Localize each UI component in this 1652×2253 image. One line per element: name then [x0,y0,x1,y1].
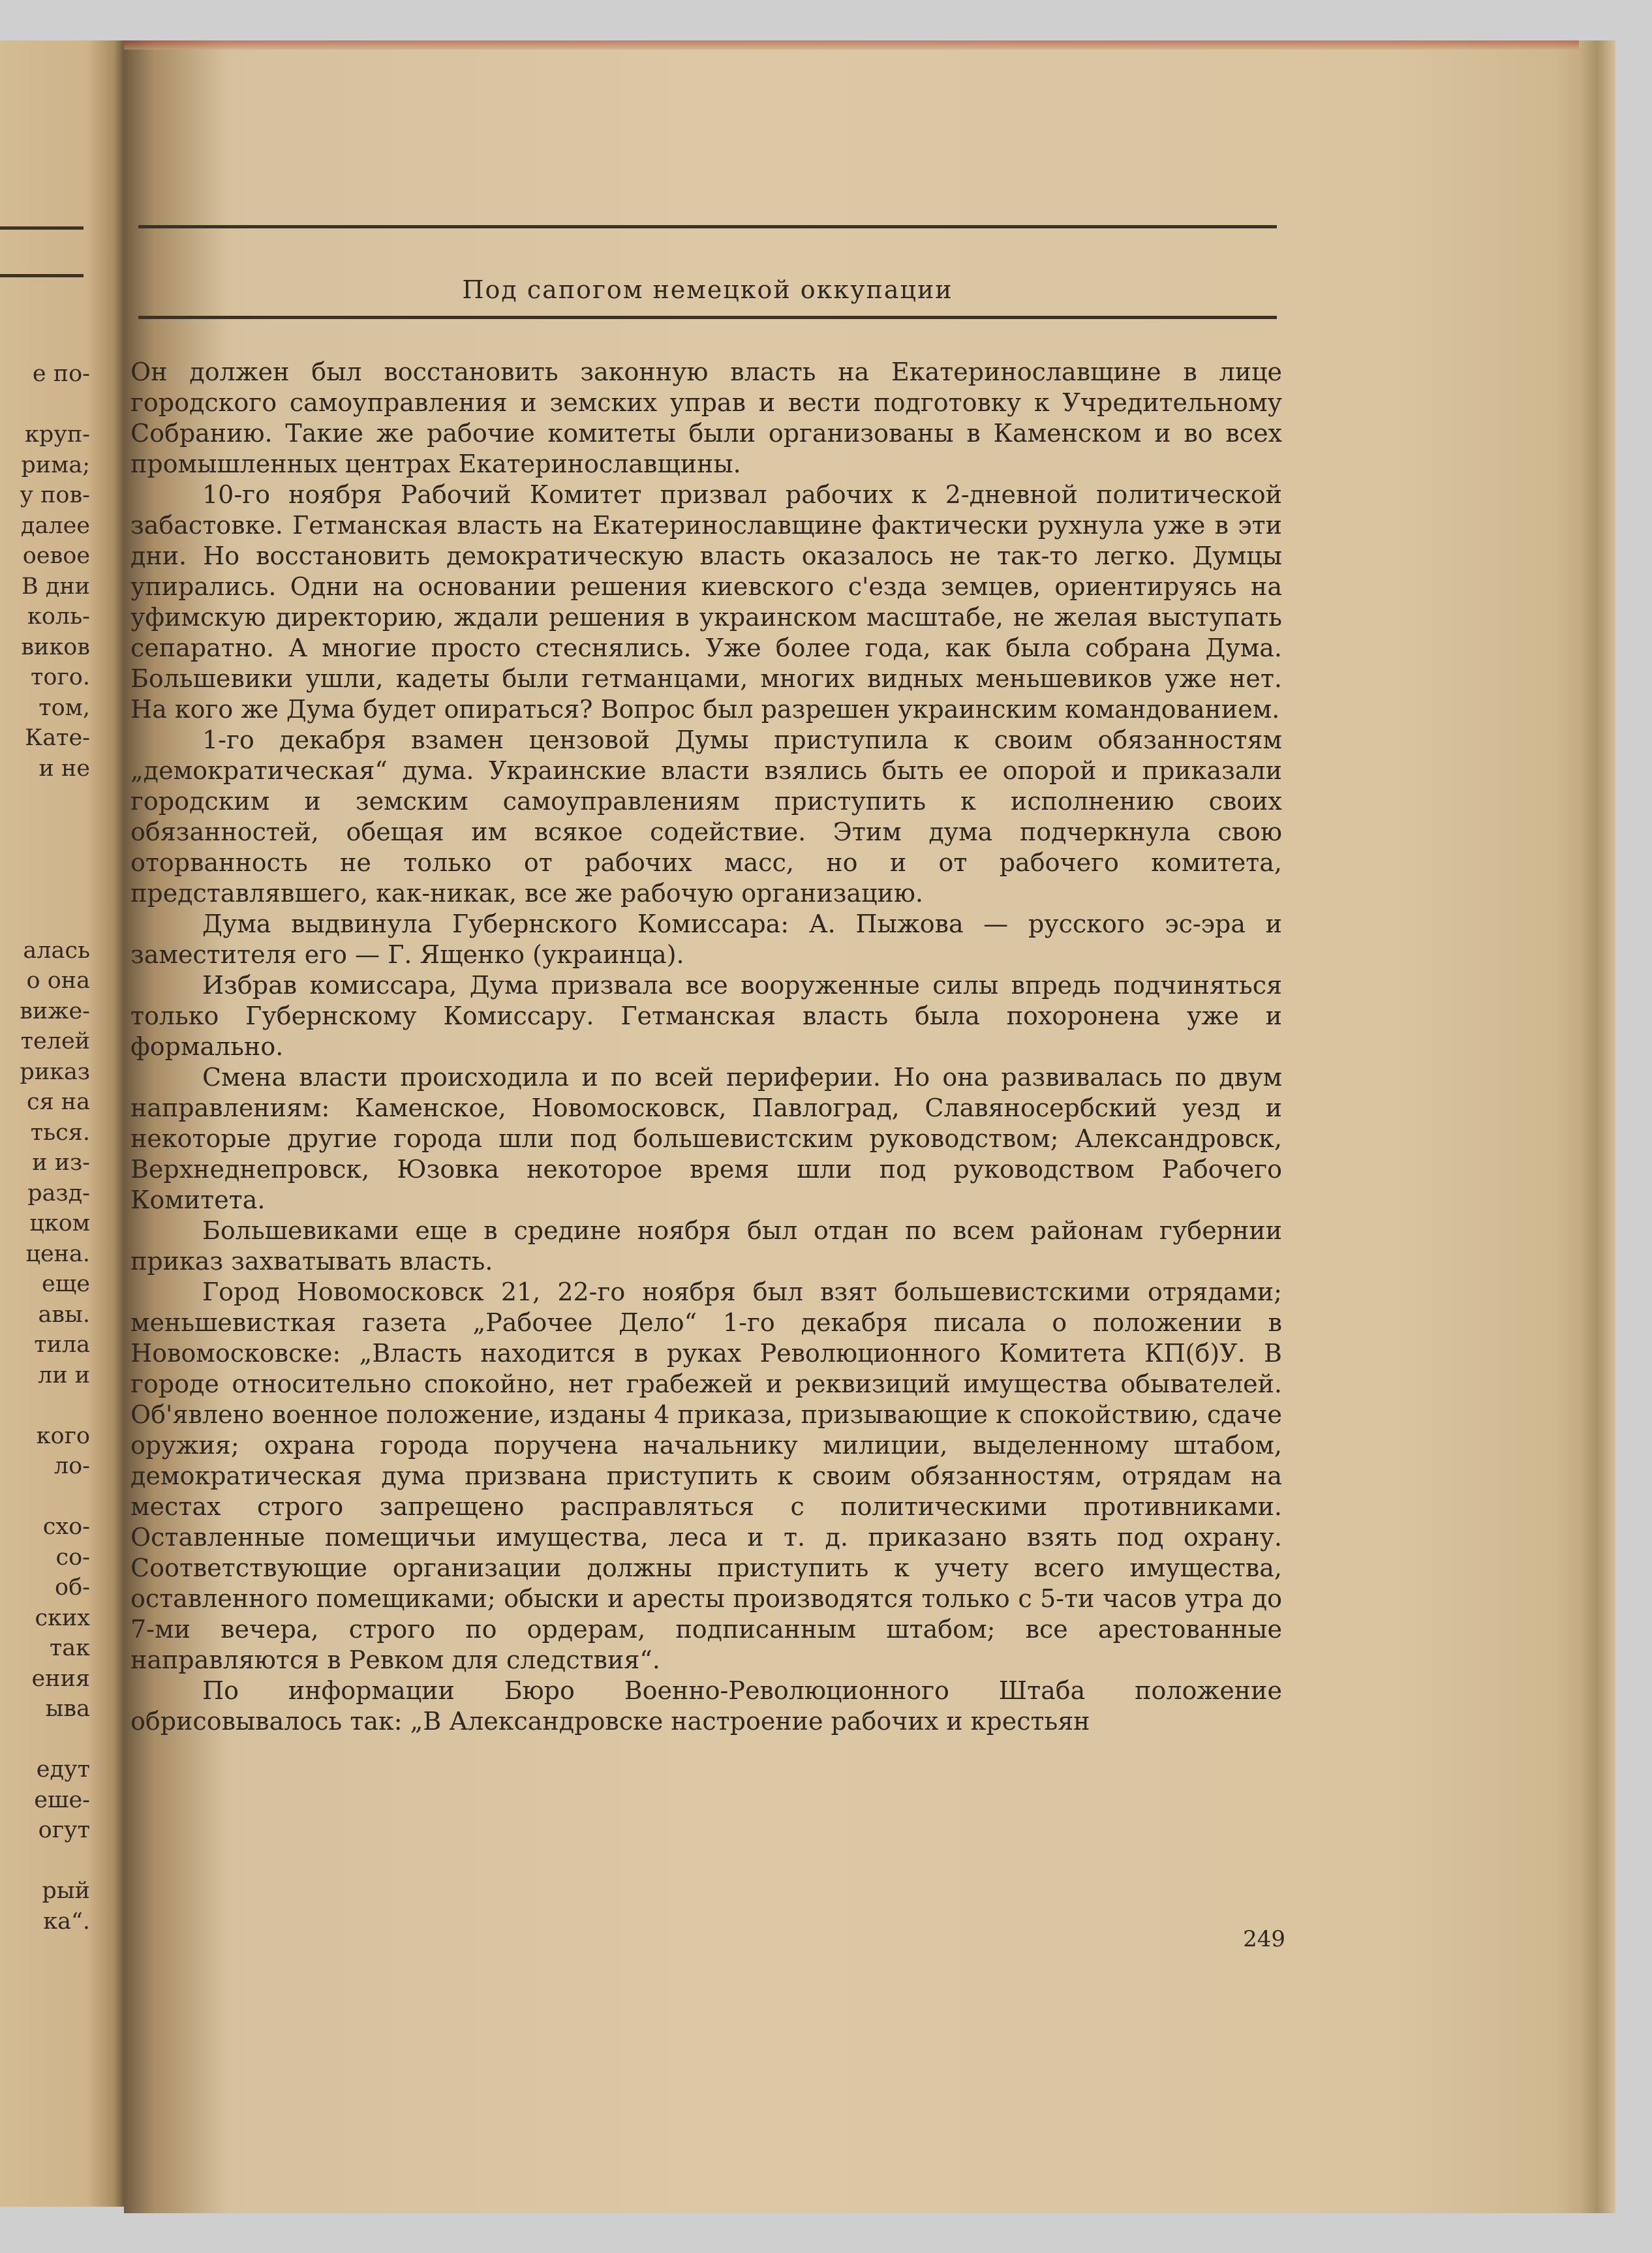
previous-page-fragment: ыва [45,1696,90,1722]
page-number: 249 [1243,1926,1285,1952]
previous-page-fragment: ка“. [43,1908,90,1935]
header-rule-bottom [138,316,1277,319]
previous-page-fragment: об- [55,1574,90,1601]
previous-page-fragment: еще [42,1271,90,1297]
previous-page-edge [0,40,124,2207]
previous-page-fragment: ться. [30,1119,90,1146]
previous-page-fragment: круп- [24,421,90,448]
body-text [130,357,1282,1737]
previous-page-fragment: Кате- [25,725,90,751]
previous-page-fragment [0,784,90,814]
previous-page-fragment: виже- [20,998,90,1024]
previous-page-fragment: риказ [20,1058,90,1085]
previous-page-fragment [0,844,90,875]
paragraph: Он должен был восстановить законную власть на Екатеринославщине в лице городского самоуправления и земских управ и вести подготовку к Учредительному Собранию. Такие же рабочие комитеты были организованы в Каменском и во всех промышленных центрах Екатеринославщины. [130,358,1282,478]
header-rule-top [138,225,1277,228]
previous-page-fragment: разд- [27,1180,90,1206]
previous-page-fragment [0,1724,90,1755]
book-page [124,40,1615,2213]
previous-page-fragment: кого [36,1422,90,1449]
previous-page-fragment: телей [20,1028,90,1054]
running-head: Под сапогом немецкой оккупации [462,275,953,304]
previous-page-fragment [0,814,90,845]
previous-page-fragment: рый [42,1878,90,1904]
previous-page-fragment: и не [38,755,90,782]
paragraph: Большевиками еще в средине ноября был отдан по всем районам губернии приказ захватывать власть. [130,1216,1282,1276]
previous-page-text-fragments [0,359,90,1937]
previous-page-header-rule [0,226,84,230]
previous-page-fragment: виков [21,634,90,660]
previous-page-fragment: еше- [34,1786,90,1813]
previous-page-fragment: ся на [26,1089,90,1115]
previous-page-fragment: и из- [32,1150,90,1176]
previous-page-fragment: едут [36,1756,90,1783]
previous-page-fragment: у пов- [20,482,90,508]
previous-page-fragment: того. [31,664,90,690]
previous-page-fragment: со- [55,1544,90,1571]
page-top-edge [124,40,1615,50]
previous-page-fragment: далее [20,512,90,539]
previous-page-fragment [0,1482,90,1512]
paragraph: Избрав комиссара, Дума призвала все вооруженные силы впредь подчиняться только Губернскому Комиссару. Гетманская власть была похоронена уже и формально. [130,971,1282,1061]
previous-page-fragment: коль- [27,604,90,630]
page-right-edge [1579,40,1615,2213]
previous-page-fragment: цком [29,1210,90,1236]
paragraph: 1-го декабря взамен цензовой Думы приступила к своим обязанностям „демократическая“ дума. Украинские власти взялись быть ее опорой и приказали городским и земским самоуправлениям приступить к исполнению своих обязанностей, обещая им всякое содействие. Этим дума подчеркнула свою оторванность не только от рабочих масс, но и от рабочего комитета, представлявшего, как-никак, все же рабочую организацию. [130,726,1282,908]
previous-page-fragment [0,875,90,906]
previous-page-fragment [0,1390,90,1421]
previous-page-fragment: ения [31,1665,90,1692]
previous-page-fragment: е по- [32,361,90,387]
paragraph: Город Новомосковск 21, 22-го ноября был взят большевистскими отрядами; меньшевисткая газета „Рабочее Дело“ 1-го декабря писала о положении в Новомосковске: „Власть находится в руках Революционного Комитета КП(б)У. В городе относительно спокойно, нет грабежей и реквизиций имущества обывателей. Об'явлено военное положение, изданы 4 приказа, призывающие к спокойствию, сдаче оружия; охрана города поручена начальнику милиции, выделенному штабом, демократическая дума призвана приступить к своим обязанностям, отрядам на местах строго запрещено расправляться с политическими противниками. Оставленные помещичьи имущества, леса и т. д. приказано взять под охрану. Соответствующие организации должны приступить к учету всего имущества, оставленного помещиками; обыски и аресты производятся только с 5-ти часов утра до 7-ми вечера, строго по ордерам, подписанным штабом; все арестованные направляются в Ревком для следствия“. [130,1278,1282,1674]
previous-page-fragment: В дни [21,573,90,600]
paragraph: Дума выдвинула Губернского Комиссара: А. Пыжова — русского эс-эра и заместителя его — Г. Ященко (украинца). [130,910,1282,969]
previous-page-fragment [0,1846,90,1877]
paragraph: 10-го ноября Рабочий Комитет призвал рабочих к 2-дневной политической забастовке. Гетманская власть на Екатеринославщине фактически рухнула уже в эти дни. Но восстановить демократическую власть оказалось не так-то легко. Думцы упирались. Одни на основании решения киевского с'езда земцев, ориентируясь на уфимскую директорию, ждали решения в украинском масштабе, не желая выступать сепаратно. А многие просто стеснялись. Уже более года, как была собрана Дума. Большевики ушли, кадеты были гетманцами, многих видных меньшевиков уже нет. На кого же Дума будет опираться? Вопрос был разрешен украинским командованием. [130,480,1282,724]
previous-page-fragment: алась [23,937,90,964]
previous-page-fragment: огут [38,1817,90,1843]
previous-page-fragment: авы. [38,1301,90,1328]
previous-page-fragment: рима; [21,452,90,478]
paragraph: По информации Бюро Военно-Революционного Штаба положение обрисовывалось так: „В Александровске настроение рабочих и крестьян [130,1676,1282,1736]
previous-page-fragment: ло- [54,1453,90,1479]
previous-page-fragment: ских [35,1604,90,1631]
previous-page-fragment: ли и [37,1362,90,1388]
paragraph: Смена власти происходила и по всей периферии. Но она развивалась по двум направлениям: Каменское, Новомосковск, Павлоград, Славяносербский уезд и некоторые другие города шли под большевистским руководством; Александровск, Верхнеднепровск, Юзовка некоторое время шли под руководством Рабочего Комитета. [130,1063,1282,1214]
previous-page-fragment: цена. [25,1240,90,1267]
previous-page-fragment: том, [38,694,90,721]
previous-page-fragment [0,390,90,420]
previous-page-fragment: о она [26,968,90,994]
previous-page-fragment: оевое [22,543,90,569]
previous-page-fragment: тила [34,1332,90,1358]
previous-page-header-rule-bottom [0,274,84,277]
previous-page-fragment: так [49,1635,90,1661]
previous-page-fragment: схо- [42,1514,90,1540]
previous-page-fragment [0,905,90,936]
